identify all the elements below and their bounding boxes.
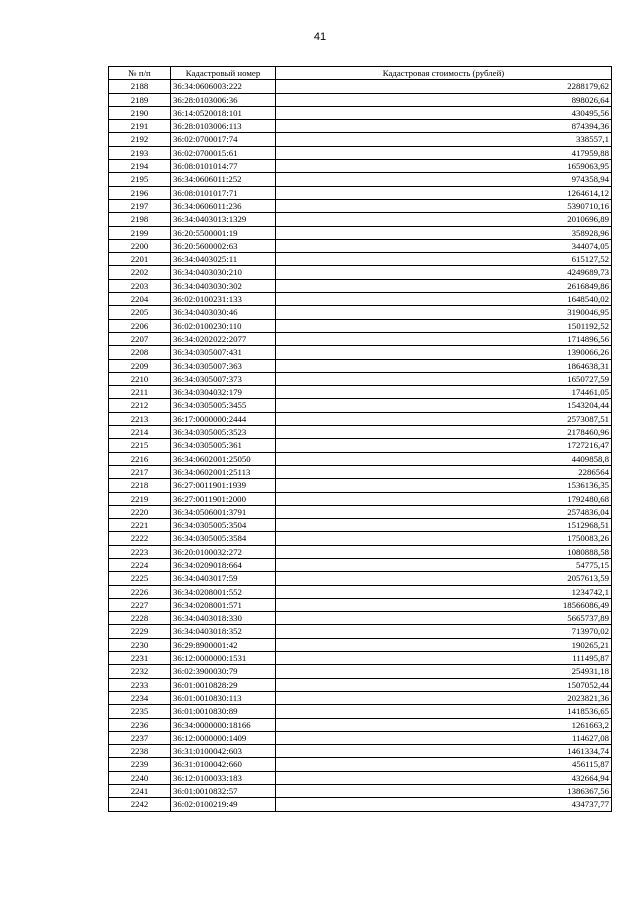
row-number-cell: 2202 bbox=[109, 266, 171, 279]
row-number-cell: 2197 bbox=[109, 199, 171, 212]
cadastral-value-cell: 1264614,12 bbox=[276, 186, 612, 199]
cadastral-number-cell: 36:28:0103006:113 bbox=[171, 120, 276, 133]
cadastral-value-cell: 2023821,36 bbox=[276, 691, 612, 704]
cadastral-number-cell: 36:34:0403018:330 bbox=[171, 612, 276, 625]
cadastral-number-cell: 36:34:0305005:3584 bbox=[171, 532, 276, 545]
cadastral-value-cell: 1864638,31 bbox=[276, 359, 612, 372]
table-row bbox=[109, 266, 612, 279]
table-row bbox=[109, 120, 612, 133]
cadastral-number-cell: 36:29:8900001:42 bbox=[171, 638, 276, 651]
row-number-cell: 2239 bbox=[109, 758, 171, 771]
cadastral-value-cell: 1386367,56 bbox=[276, 785, 612, 798]
table-row bbox=[109, 465, 612, 478]
row-number-cell: 2231 bbox=[109, 652, 171, 665]
cadastral-value-cell: 1750083,26 bbox=[276, 532, 612, 545]
cadastral-number-cell: 36:34:0403018:352 bbox=[171, 625, 276, 638]
table-row bbox=[109, 452, 612, 465]
table-row bbox=[109, 558, 612, 571]
table-row bbox=[109, 691, 612, 704]
cadastral-value-cell: 174461,05 bbox=[276, 386, 612, 399]
table-row bbox=[109, 598, 612, 611]
cadastral-number-cell: 36:34:0305005:361 bbox=[171, 439, 276, 452]
table-row bbox=[109, 93, 612, 106]
row-number-cell: 2203 bbox=[109, 279, 171, 292]
row-number-cell: 2229 bbox=[109, 625, 171, 638]
cadastral-value-cell: 1507052,44 bbox=[276, 678, 612, 691]
row-number-cell: 2195 bbox=[109, 173, 171, 186]
cadastral-value-cell: 430495,56 bbox=[276, 106, 612, 119]
cadastral-number-cell: 36:08:0101017:71 bbox=[171, 186, 276, 199]
cadastral-number-cell: 36:27:0011901:2000 bbox=[171, 492, 276, 505]
row-number-cell: 2237 bbox=[109, 731, 171, 744]
table-row bbox=[109, 798, 612, 811]
cadastral-number-cell: 36:34:0403030:46 bbox=[171, 306, 276, 319]
cadastral-value-cell: 1080888,58 bbox=[276, 545, 612, 558]
cadastral-number-cell: 36:01:0010828:29 bbox=[171, 678, 276, 691]
cadastral-value-cell: 898026,64 bbox=[276, 93, 612, 106]
row-number-cell: 2225 bbox=[109, 572, 171, 585]
cadastral-value-cell: 5665737,89 bbox=[276, 612, 612, 625]
cadastral-value-cell: 1512968,51 bbox=[276, 519, 612, 532]
cadastral-value-cell: 713970,02 bbox=[276, 625, 612, 638]
cadastral-value-cell: 1727216,47 bbox=[276, 439, 612, 452]
cadastral-value-cell: 1536136,35 bbox=[276, 479, 612, 492]
cadastral-number-cell: 36:20:0100032:272 bbox=[171, 545, 276, 558]
table-row bbox=[109, 638, 612, 651]
cadastral-value-cell: 1648540,02 bbox=[276, 293, 612, 306]
table-row bbox=[109, 505, 612, 518]
row-number-cell: 2190 bbox=[109, 106, 171, 119]
cadastral-value-cell: 5390710,16 bbox=[276, 199, 612, 212]
cadastral-number-cell: 36:02:0700015:61 bbox=[171, 146, 276, 159]
cadastral-number-cell: 36:34:0403030:302 bbox=[171, 279, 276, 292]
row-number-cell: 2215 bbox=[109, 439, 171, 452]
row-number-cell: 2241 bbox=[109, 785, 171, 798]
cadastral-value-cell: 2574836,04 bbox=[276, 505, 612, 518]
cadastral-number-cell: 36:02:0100231:133 bbox=[171, 293, 276, 306]
table-row bbox=[109, 279, 612, 292]
table-row bbox=[109, 199, 612, 212]
cadastral-value-cell: 1792480,68 bbox=[276, 492, 612, 505]
table-row bbox=[109, 346, 612, 359]
row-number-cell: 2214 bbox=[109, 426, 171, 439]
cadastral-number-cell: 36:34:0606011:236 bbox=[171, 199, 276, 212]
cadastral-number-cell: 36:12:0000000:1409 bbox=[171, 731, 276, 744]
cadastral-value-cell: 874394,36 bbox=[276, 120, 612, 133]
cadastral-number-cell: 36:34:0305007:373 bbox=[171, 372, 276, 385]
row-number-cell: 2235 bbox=[109, 705, 171, 718]
cadastral-value-cell: 2057613,59 bbox=[276, 572, 612, 585]
cadastral-value-cell: 1650727,59 bbox=[276, 372, 612, 385]
row-number-cell: 2189 bbox=[109, 93, 171, 106]
cadastral-value-cell: 1461334,74 bbox=[276, 745, 612, 758]
table-row bbox=[109, 771, 612, 784]
table-row bbox=[109, 585, 612, 598]
table-row bbox=[109, 492, 612, 505]
table-row bbox=[109, 146, 612, 159]
table-row bbox=[109, 160, 612, 173]
cadastral-number-cell: 36:34:0305005:3523 bbox=[171, 426, 276, 439]
row-number-cell: 2220 bbox=[109, 505, 171, 518]
cadastral-value-cell: 432664,94 bbox=[276, 771, 612, 784]
cadastral-number-cell: 36:34:0305005:3455 bbox=[171, 399, 276, 412]
table-row bbox=[109, 612, 612, 625]
table-row bbox=[109, 678, 612, 691]
row-number-cell: 2199 bbox=[109, 226, 171, 239]
row-number-cell: 2230 bbox=[109, 638, 171, 651]
table-body bbox=[109, 80, 612, 811]
table-row bbox=[109, 718, 612, 731]
cadastral-value-cell: 2286564 bbox=[276, 465, 612, 478]
table-row bbox=[109, 625, 612, 638]
row-number-cell: 2234 bbox=[109, 691, 171, 704]
cadastral-value-cell: 1543204,44 bbox=[276, 399, 612, 412]
row-number-cell: 2200 bbox=[109, 239, 171, 252]
table-row bbox=[109, 253, 612, 266]
cadastral-value-cell: 434737,77 bbox=[276, 798, 612, 811]
cadastral-number-cell: 36:02:0100230:110 bbox=[171, 319, 276, 332]
cadastral-value-cell: 1261663,2 bbox=[276, 718, 612, 731]
cadastral-number-cell: 36:20:5500001:19 bbox=[171, 226, 276, 239]
row-number-cell: 2209 bbox=[109, 359, 171, 372]
row-number-cell: 2205 bbox=[109, 306, 171, 319]
row-number-cell: 2201 bbox=[109, 253, 171, 266]
row-number-cell: 2191 bbox=[109, 120, 171, 133]
cadastral-number-cell: 36:34:0403013:1329 bbox=[171, 213, 276, 226]
table-row bbox=[109, 319, 612, 332]
row-number-cell: 2206 bbox=[109, 319, 171, 332]
row-number-cell: 2224 bbox=[109, 558, 171, 571]
cadastral-number-cell: 36:12:0000000:1531 bbox=[171, 652, 276, 665]
table-row bbox=[109, 519, 612, 532]
header-row-number: № п/п bbox=[109, 67, 171, 80]
cadastral-value-cell: 344074,05 bbox=[276, 239, 612, 252]
table-row bbox=[109, 372, 612, 385]
row-number-cell: 2226 bbox=[109, 585, 171, 598]
cadastral-number-cell: 36:27:0011901:1939 bbox=[171, 479, 276, 492]
row-number-cell: 2228 bbox=[109, 612, 171, 625]
cadastral-number-cell: 36:01:0010830:89 bbox=[171, 705, 276, 718]
cadastral-number-cell: 36:34:0403017:59 bbox=[171, 572, 276, 585]
cadastral-value-cell: 417959,88 bbox=[276, 146, 612, 159]
row-number-cell: 2219 bbox=[109, 492, 171, 505]
row-number-cell: 2242 bbox=[109, 798, 171, 811]
table-row bbox=[109, 106, 612, 119]
cadastral-value-cell: 4249689,73 bbox=[276, 266, 612, 279]
table-row bbox=[109, 731, 612, 744]
table-row bbox=[109, 213, 612, 226]
cadastral-number-cell: 36:34:0000000:18166 bbox=[171, 718, 276, 731]
row-number-cell: 2188 bbox=[109, 80, 171, 93]
row-number-cell: 2233 bbox=[109, 678, 171, 691]
cadastral-value-cell: 18566086,49 bbox=[276, 598, 612, 611]
cadastral-number-cell: 36:34:0305007:431 bbox=[171, 346, 276, 359]
cadastral-value-cell: 190265,21 bbox=[276, 638, 612, 651]
row-number-cell: 2211 bbox=[109, 386, 171, 399]
cadastral-value-cell: 2573087,51 bbox=[276, 412, 612, 425]
table-row bbox=[109, 359, 612, 372]
cadastral-value-cell: 1390066,26 bbox=[276, 346, 612, 359]
cadastral-number-cell: 36:01:0010830:113 bbox=[171, 691, 276, 704]
cadastral-number-cell: 36:34:0305007:363 bbox=[171, 359, 276, 372]
table-row bbox=[109, 399, 612, 412]
table-row bbox=[109, 439, 612, 452]
row-number-cell: 2193 bbox=[109, 146, 171, 159]
row-number-cell: 2227 bbox=[109, 598, 171, 611]
cadastral-value-cell: 2010696,89 bbox=[276, 213, 612, 226]
table-row bbox=[109, 332, 612, 345]
cadastral-value-cell: 2178460,96 bbox=[276, 426, 612, 439]
header-cadastral-value: Кадастровая стоимость (рублей) bbox=[276, 67, 612, 80]
row-number-cell: 2223 bbox=[109, 545, 171, 558]
table-row bbox=[109, 665, 612, 678]
row-number-cell: 2210 bbox=[109, 372, 171, 385]
table-row bbox=[109, 293, 612, 306]
table-row bbox=[109, 705, 612, 718]
table-row bbox=[109, 133, 612, 146]
cadastral-number-cell: 36:34:0209018:664 bbox=[171, 558, 276, 571]
row-number-cell: 2238 bbox=[109, 745, 171, 758]
cadastral-value-cell: 1501192,52 bbox=[276, 319, 612, 332]
cadastral-number-cell: 36:34:0403030:210 bbox=[171, 266, 276, 279]
table-row bbox=[109, 412, 612, 425]
table-row bbox=[109, 785, 612, 798]
cadastral-value-cell: 1659063,95 bbox=[276, 160, 612, 173]
table-row bbox=[109, 186, 612, 199]
row-number-cell: 2192 bbox=[109, 133, 171, 146]
table-row bbox=[109, 239, 612, 252]
cadastral-value-cell: 974358,94 bbox=[276, 173, 612, 186]
cadastral-number-cell: 36:20:5600002:63 bbox=[171, 239, 276, 252]
cadastral-value-cell: 456115,87 bbox=[276, 758, 612, 771]
cadastral-number-cell: 36:12:0100033:183 bbox=[171, 771, 276, 784]
row-number-cell: 2213 bbox=[109, 412, 171, 425]
row-number-cell: 2207 bbox=[109, 332, 171, 345]
cadastral-number-cell: 36:02:0100219:49 bbox=[171, 798, 276, 811]
cadastral-value-cell: 1714896,56 bbox=[276, 332, 612, 345]
cadastral-value-cell: 2288179,62 bbox=[276, 80, 612, 93]
cadastral-value-table bbox=[108, 66, 612, 812]
cadastral-number-cell: 36:34:0606011:252 bbox=[171, 173, 276, 186]
cadastral-value-cell: 338557,1 bbox=[276, 133, 612, 146]
cadastral-value-cell: 4409858,8 bbox=[276, 452, 612, 465]
table-row bbox=[109, 532, 612, 545]
table-header-row bbox=[109, 67, 612, 80]
cadastral-number-cell: 36:02:0700017:74 bbox=[171, 133, 276, 146]
row-number-cell: 2216 bbox=[109, 452, 171, 465]
row-number-cell: 2196 bbox=[109, 186, 171, 199]
row-number-cell: 2217 bbox=[109, 465, 171, 478]
cadastral-number-cell: 36:34:0606003:222 bbox=[171, 80, 276, 93]
cadastral-number-cell: 36:17:0000000:2444 bbox=[171, 412, 276, 425]
cadastral-number-cell: 36:34:0506001:3791 bbox=[171, 505, 276, 518]
cadastral-number-cell: 36:34:0305005:3504 bbox=[171, 519, 276, 532]
table-row bbox=[109, 80, 612, 93]
row-number-cell: 2194 bbox=[109, 160, 171, 173]
cadastral-value-cell: 3190046,95 bbox=[276, 306, 612, 319]
cadastral-number-cell: 36:34:0202022:2077 bbox=[171, 332, 276, 345]
table-row bbox=[109, 745, 612, 758]
row-number-cell: 2208 bbox=[109, 346, 171, 359]
cadastral-value-cell: 1418536,65 bbox=[276, 705, 612, 718]
cadastral-number-cell: 36:34:0403025:11 bbox=[171, 253, 276, 266]
table-row bbox=[109, 572, 612, 585]
cadastral-number-cell: 36:01:0010832:57 bbox=[171, 785, 276, 798]
row-number-cell: 2212 bbox=[109, 399, 171, 412]
cadastral-number-cell: 36:31:0100042:603 bbox=[171, 745, 276, 758]
cadastral-number-cell: 36:34:0304032:179 bbox=[171, 386, 276, 399]
row-number-cell: 2198 bbox=[109, 213, 171, 226]
row-number-cell: 2222 bbox=[109, 532, 171, 545]
table-row bbox=[109, 226, 612, 239]
row-number-cell: 2236 bbox=[109, 718, 171, 731]
cadastral-value-cell: 254931,18 bbox=[276, 665, 612, 678]
cadastral-number-cell: 36:31:0100042:660 bbox=[171, 758, 276, 771]
cadastral-number-cell: 36:34:0208001:571 bbox=[171, 598, 276, 611]
table-row bbox=[109, 479, 612, 492]
page-number: 41 bbox=[313, 31, 327, 43]
row-number-cell: 2218 bbox=[109, 479, 171, 492]
cadastral-value-cell: 54775,15 bbox=[276, 558, 612, 571]
table-row bbox=[109, 306, 612, 319]
cadastral-number-cell: 36:34:0208001:552 bbox=[171, 585, 276, 598]
cadastral-value-cell: 358928,96 bbox=[276, 226, 612, 239]
cadastral-value-cell: 111495,87 bbox=[276, 652, 612, 665]
cadastral-number-cell: 36:34:0602001:25050 bbox=[171, 452, 276, 465]
cadastral-number-cell: 36:14:0520018:101 bbox=[171, 106, 276, 119]
cadastral-number-cell: 36:28:0103006:36 bbox=[171, 93, 276, 106]
table-row bbox=[109, 173, 612, 186]
cadastral-number-cell: 36:02:3900030:79 bbox=[171, 665, 276, 678]
table-row bbox=[109, 758, 612, 771]
cadastral-number-cell: 36:34:0602001:25113 bbox=[171, 465, 276, 478]
row-number-cell: 2232 bbox=[109, 665, 171, 678]
table-row bbox=[109, 545, 612, 558]
cadastral-value-cell: 1234742,1 bbox=[276, 585, 612, 598]
table-row bbox=[109, 652, 612, 665]
cadastral-value-cell: 114627,08 bbox=[276, 731, 612, 744]
cadastral-number-cell: 36:08:0101014:77 bbox=[171, 160, 276, 173]
header-cadastral-number: Кадастровый номер bbox=[171, 67, 276, 80]
cadastral-value-cell: 615127,52 bbox=[276, 253, 612, 266]
row-number-cell: 2240 bbox=[109, 771, 171, 784]
cadastral-value-cell: 2616849,86 bbox=[276, 279, 612, 292]
table-row bbox=[109, 426, 612, 439]
table-row bbox=[109, 386, 612, 399]
row-number-cell: 2204 bbox=[109, 293, 171, 306]
row-number-cell: 2221 bbox=[109, 519, 171, 532]
